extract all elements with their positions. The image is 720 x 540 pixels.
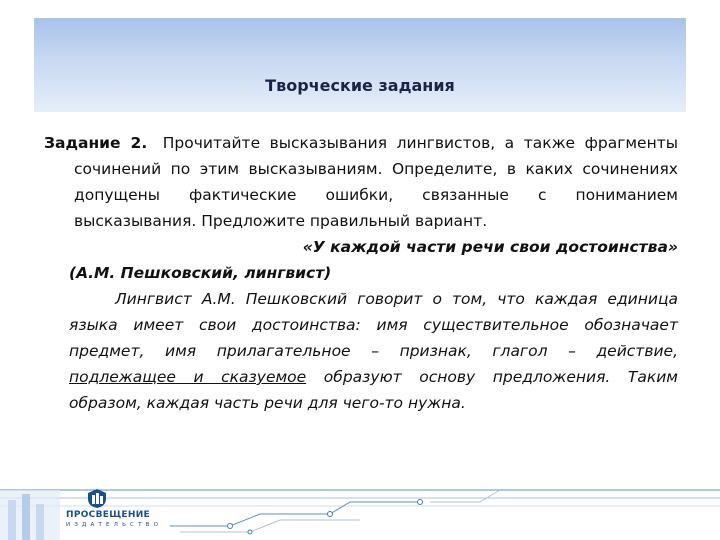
slide-header <box>34 18 686 112</box>
slide-content <box>44 130 678 416</box>
quote-block <box>44 234 678 416</box>
quote-text-part2: образуют основу предложения. Таким образом, каждая часть речи для чего-то нужна. <box>69 368 678 412</box>
publisher-name: ПРОСВЕЩЕНИЕ <box>66 510 150 520</box>
quote-text-underlined: подлежащее и сказуемое <box>69 368 307 386</box>
quote-text <box>69 286 678 416</box>
slide-title: Творческие задания <box>265 76 455 95</box>
publisher-logo <box>66 487 166 531</box>
quote-text-part1: Лингвист А.М. Пешковский говорит о том, что каждая единица языка имеет свои достоинства: имя существительное обозначает предмет, имя прилагательное – признак, глагол – действие, <box>69 290 678 360</box>
task-text: Прочитайте высказывания лингвистов, а также фрагменты сочинений по этим высказываниям. Определите, в каких сочинениях допущены фактические ошибки, связанные с пониманием высказывания. Предложите правильный вариант. <box>74 134 678 230</box>
quote-author: (А.М. Пешковский, лингвист) <box>69 264 332 282</box>
task-label: Задание 2. <box>44 134 148 152</box>
publisher-subtitle: ИЗДАТЕЛЬСТВО <box>66 522 163 528</box>
quote-title: «У каждой части речи свои достоинства» <box>302 238 678 256</box>
task-paragraph <box>44 130 678 234</box>
publisher-emblem-icon <box>86 487 108 509</box>
